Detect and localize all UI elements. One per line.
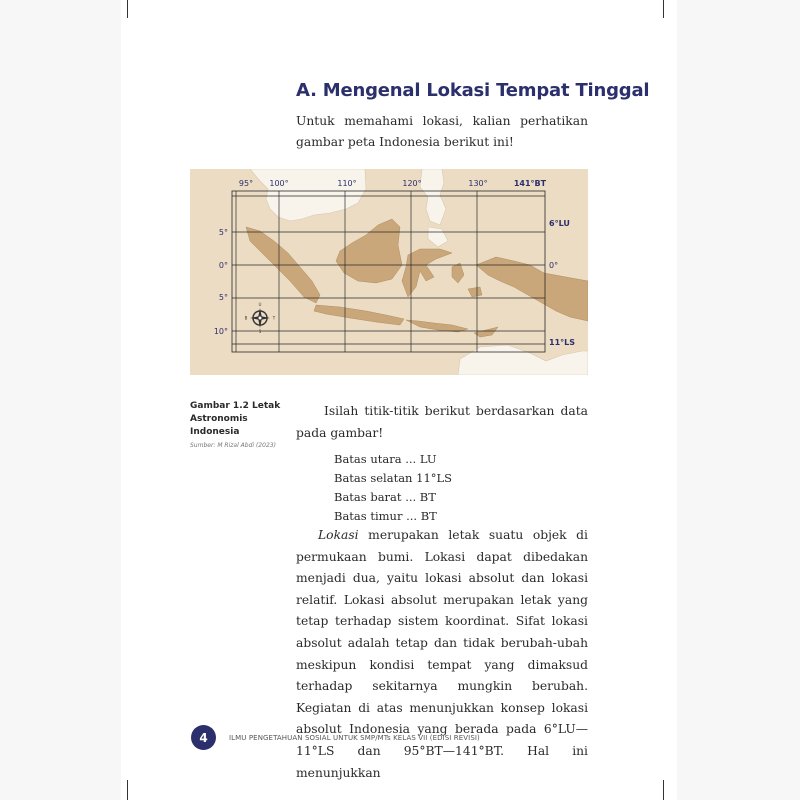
- page-number-badge: 4: [191, 725, 216, 750]
- lon-label-130: 130°: [468, 179, 488, 188]
- figure-caption: [190, 400, 290, 449]
- philippines-shape: [420, 169, 446, 225]
- crop-mark-bottom-right: [663, 780, 664, 800]
- exercise-item-north: Batas utara ... LU: [334, 452, 437, 466]
- body-term: Lokasi: [318, 528, 359, 542]
- lat-label-5-south: 5°: [218, 293, 228, 302]
- lon-label-100: 100°: [269, 179, 289, 188]
- compass-rose-icon: [245, 302, 276, 334]
- book-title-footer: ILMU PENGETAHUAN SOSIAL UNTUK SMP/MTs KELAS VII (EDISI REVISI): [229, 733, 480, 742]
- lon-label-95: 95°: [238, 179, 254, 188]
- intro-paragraph: Untuk memahami lokasi, kalian perhatikan gambar peta Indonesia berikut ini!: [296, 114, 588, 149]
- lat-label-6lu: 6°LU: [549, 219, 570, 228]
- asia-mainland-shape: [250, 169, 366, 221]
- lon-label-141bt: 141°BT: [513, 179, 547, 188]
- lat-label-0-right: 0°: [549, 261, 559, 270]
- maluku-shape: [452, 263, 464, 283]
- exercise-item-west: Batas barat ... BT: [334, 490, 436, 504]
- exercise-item-south: Batas selatan 11°LS: [334, 471, 453, 485]
- indonesia-map: [190, 169, 588, 375]
- australia-shape: [458, 345, 588, 375]
- sulawesi-shape: [402, 249, 452, 297]
- java-shape: [314, 305, 404, 325]
- crop-mark-top-left: [127, 0, 128, 18]
- papua-shape: [476, 257, 588, 321]
- section-title: A. Mengenal Lokasi Tempat Tinggal: [296, 80, 650, 101]
- exercise-item-east: Batas timur ... BT: [334, 509, 437, 523]
- lon-label-110: 110°: [337, 179, 357, 188]
- crop-mark-top-right: [663, 0, 664, 18]
- exercise-block: [296, 400, 588, 526]
- figure-caption-title: Gambar 1.2 Letak Astronomis Indonesia: [190, 401, 281, 437]
- page-footer: [191, 725, 480, 750]
- bali-nusa-tenggara-shape: [406, 320, 468, 332]
- lon-label-120: 120°: [402, 179, 422, 188]
- exercise-list: [334, 450, 588, 526]
- crop-mark-bottom-left: [127, 780, 128, 800]
- map-svg: [190, 169, 588, 375]
- exercise-intro: [296, 400, 588, 444]
- compass-north-letter: U: [258, 302, 262, 307]
- timor-shape: [474, 327, 498, 337]
- compass-east-letter: T: [272, 315, 276, 321]
- exercise-intro-text: Isilah titik-titik berikut berdasarkan data pada gambar!: [296, 404, 588, 440]
- figure-caption-source: Sumber: M Rizal Abdi (2023): [190, 442, 276, 449]
- compass-west-letter: B: [244, 315, 248, 321]
- maluku-south-shape: [468, 287, 482, 297]
- compass-south-letter: S: [258, 329, 262, 334]
- lat-label-11ls: 11°LS: [549, 338, 575, 347]
- kalimantan-shape: [336, 219, 402, 283]
- indonesia-land: [246, 219, 588, 337]
- lat-label-10-south: 10°: [213, 327, 228, 336]
- body-text: merupakan letak suatu objek di permukaan bumi. Lokasi dapat dibedakan menjadi dua, yaitu lokasi absolut dan lokasi relatif. Lokasi absolut merupakan letak yang tetap terhadap sistem koordinat. Sifat lokasi absolut adalah tetap dan tidak berubah-ubah meskipun kondisi tempat yang dimaksud terhadap sekitarnya mungkin berubah. Kegiatan di atas menunjukkan konsep lokasi absolut Indonesia yang berada pada 6°LU—11°LS dan 95°BT—141°BT. Hal ini menunjukkan: [296, 528, 588, 780]
- lat-label-0-left: 0°: [218, 261, 228, 270]
- lat-label-5-north: 5°: [218, 228, 228, 237]
- philippines-south-shape: [428, 227, 448, 247]
